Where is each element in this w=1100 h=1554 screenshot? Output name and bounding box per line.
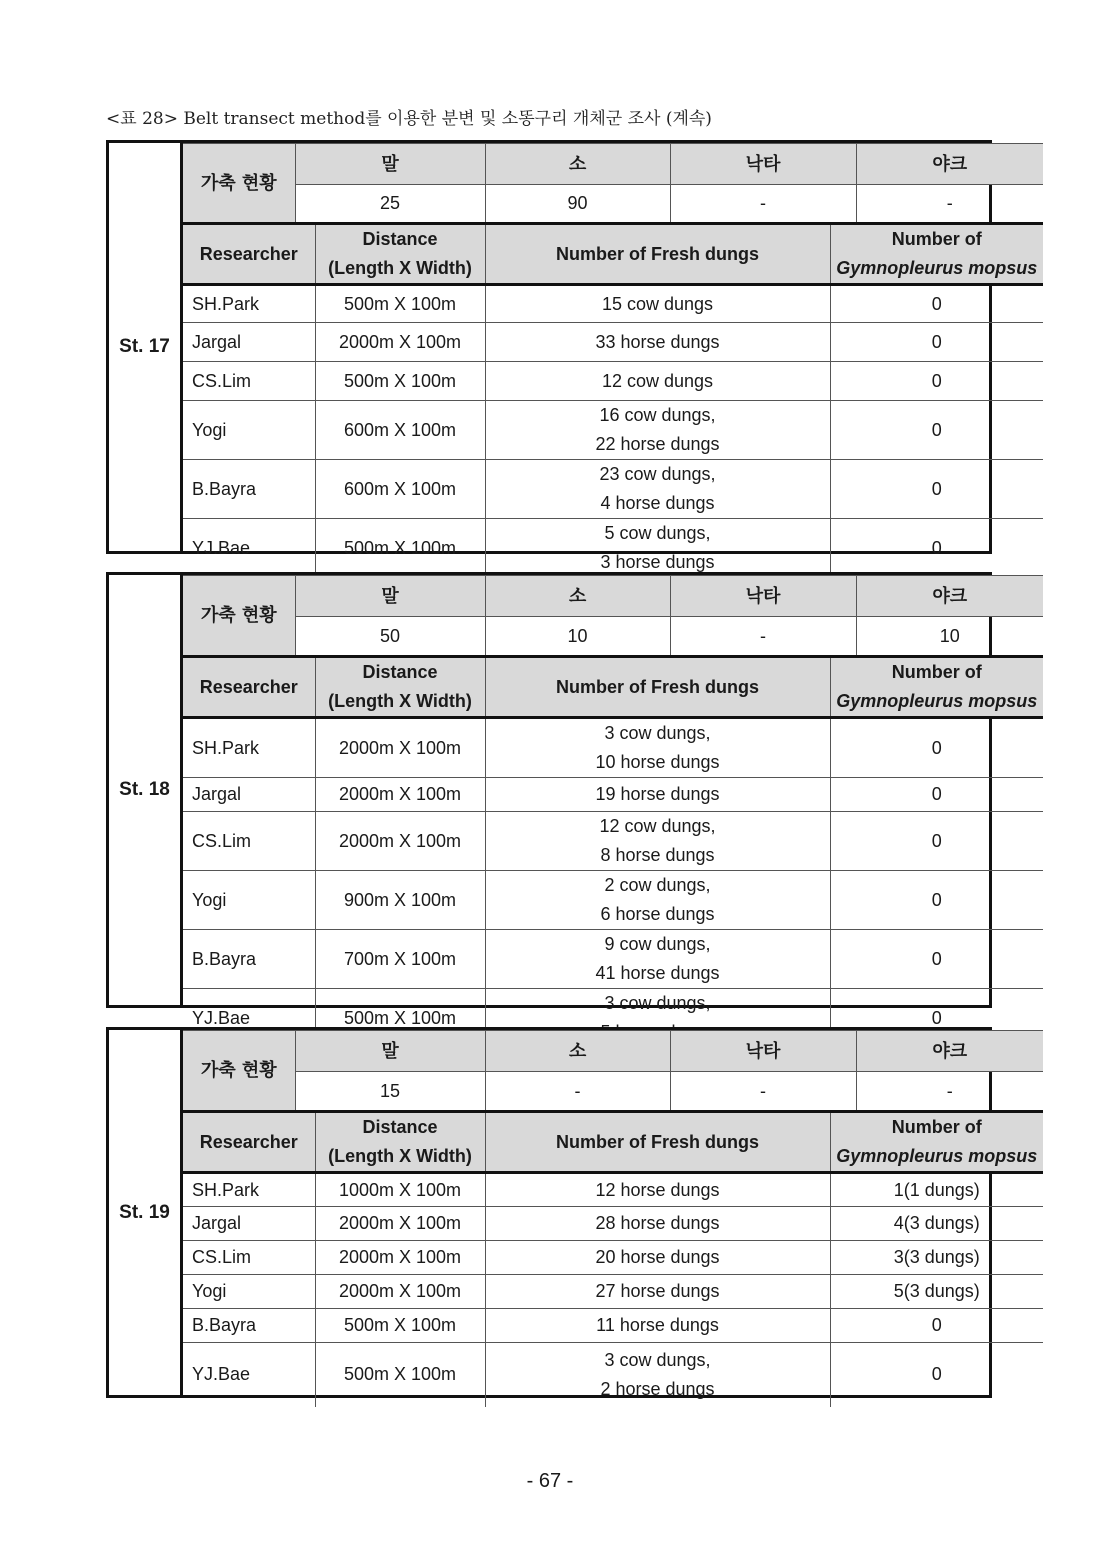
table-row [183,1309,1043,1343]
gymnopleurus-count: 0 [830,323,1043,362]
dung-count-line: 11 horse dungs [596,1315,719,1335]
table-row [183,1343,1043,1407]
dung-count-line: 23 cow dungs, [599,464,716,484]
distance-value: 2000m X 100m [315,812,485,871]
gymnopleurus-count: 0 [830,778,1043,812]
fresh-dungs-value [485,323,830,362]
distance-value: 600m X 100m [315,401,485,460]
table-row [183,871,1043,930]
distance-col-header [315,1112,485,1173]
table-row [183,285,1043,323]
fresh-dungs-value [485,401,830,460]
distance-value: 2000m X 100m [315,718,485,778]
researcher-name: Yogi [183,871,315,930]
distance-value: 2000m X 100m [315,323,485,362]
distance-value: 500m X 100m [315,1343,485,1407]
researcher-name: YJ.Bae [183,519,315,578]
table-row [183,401,1043,460]
gymnopleurus-count: 5(3 dungs) [830,1275,1043,1309]
dung-count-line: 27 horse dungs [595,1281,720,1301]
table-row [183,1207,1043,1241]
gymnopleurus-count: 0 [830,285,1043,323]
gym-header-line1: Number of [891,1117,982,1137]
dung-count-line: 3 cow dungs, [604,993,711,1013]
gymnopleurus-count: 4(3 dungs) [830,1207,1043,1241]
station-table-st19 [106,1027,1038,1399]
fresh-dungs-value [485,519,830,578]
livestock-horse-count: 15 [295,1072,485,1112]
data-table [183,143,1043,577]
dung-count-line: 19 horse dungs [595,784,720,804]
researcher-name: Jargal [183,1207,315,1241]
livestock-yak-count: - [856,1072,1043,1112]
gymnopleurus-count: 0 [830,1309,1043,1343]
horse-col-header: 말 [295,576,485,617]
livestock-yak-count: - [856,185,1043,224]
distance-value: 600m X 100m [315,460,485,519]
gymnopleurus-count: 0 [830,930,1043,989]
table-caption: <표 28> Belt transect method를 이용한 분변 및 소똥구리 개체군 조사 (계속) [106,109,712,129]
livestock-cow-count: 90 [485,185,670,224]
dung-count-line: 33 horse dungs [595,331,720,352]
distance-value: 2000m X 100m [315,1241,485,1275]
fresh-dungs-value [485,1207,830,1241]
distance-value: 1000m X 100m [315,1173,485,1207]
station-grid [183,143,1038,572]
researcher-name: CS.Lim [183,362,315,401]
table-row [183,460,1043,519]
gymnopleurus-count: 0 [830,1343,1043,1407]
livestock-camel-count: - [670,1072,856,1112]
dung-count-line: 12 cow dungs, [599,816,716,836]
dung-count-line: 16 cow dungs, [599,405,716,425]
page-number: - 67 - [526,1470,574,1492]
dung-count-line: 12 cow dungs [601,370,714,391]
gymnopleurus-col-header [830,224,1043,285]
table-row [183,1173,1043,1207]
dung-count-line: 8 horse dungs [600,845,715,865]
fresh-dungs-col-header: Number of Fresh dungs [485,657,830,718]
fresh-dungs-value [485,1275,830,1309]
fresh-dungs-value [485,1241,830,1275]
fresh-dungs-value [485,1343,830,1407]
fresh-dungs-value [485,1173,830,1207]
gymnopleurus-count: 3(3 dungs) [830,1241,1043,1275]
distance-header-line1: Distance [362,1117,438,1137]
dung-count-line: 22 horse dungs [595,434,720,454]
fresh-dungs-value [485,812,830,871]
gym-header-line1: Number of [891,662,982,682]
livestock-header: 가축 현황 [183,1031,295,1112]
distance-value: 500m X 100m [315,362,485,401]
gym-header-line2: Gymnopleurus mopsus [836,1146,1038,1166]
dung-count-line: 6 horse dungs [600,904,715,924]
researcher-name: B.Bayra [183,930,315,989]
livestock-yak-count: 10 [856,617,1043,657]
gym-header-line2: Gymnopleurus mopsus [836,691,1038,711]
camel-col-header: 낙타 [670,144,856,185]
dung-count-line: 20 horse dungs [595,1247,720,1267]
table-row [183,362,1043,401]
dung-count-line: 3 cow dungs, [604,723,711,743]
researcher-name: Yogi [183,1275,315,1309]
dung-count-line: 10 horse dungs [595,752,720,772]
fresh-dungs-value [485,778,830,812]
table-row [183,930,1043,989]
fresh-dungs-value [485,362,830,401]
dung-count-line: 3 horse dungs [600,552,715,572]
horse-col-header: 말 [295,1031,485,1072]
distance-value: 500m X 100m [315,519,485,578]
dung-count-line: 2 horse dungs [600,1378,715,1399]
researcher-name: SH.Park [183,718,315,778]
station-grid [183,1030,1038,1399]
table-row [183,519,1043,578]
dung-count-line: 4 horse dungs [600,493,715,513]
table-row [183,812,1043,871]
fresh-dungs-value [485,930,830,989]
fresh-dungs-value [485,460,830,519]
dung-count-line: 12 horse dungs [595,1179,720,1200]
table-row [183,1275,1043,1309]
station-grid [183,575,1038,1028]
distance-value: 2000m X 100m [315,1275,485,1309]
table-row [183,718,1043,778]
distance-col-header [315,224,485,285]
gymnopleurus-count: 0 [830,519,1043,578]
yak-col-header: 야크 [856,1031,1043,1072]
gym-header-line2: Gymnopleurus mopsus [836,258,1038,278]
distance-header-line2: (Length X Width) [328,1146,472,1166]
station-table-st18 [106,572,1038,1028]
dung-count-line: 15 cow dungs [601,293,714,314]
distance-value: 700m X 100m [315,930,485,989]
distance-col-header [315,657,485,718]
fresh-dungs-value [485,1309,830,1343]
distance-header-line1: Distance [362,662,438,682]
station-table-st17 [106,140,1038,572]
researcher-name: CS.Lim [183,812,315,871]
gymnopleurus-col-header [830,657,1043,718]
dung-count-line: 3 cow dungs, [604,1349,711,1370]
dung-count-line: 28 horse dungs [595,1213,720,1233]
distance-value: 900m X 100m [315,871,485,930]
gymnopleurus-count: 1(1 dungs) [830,1173,1043,1207]
table-row [183,778,1043,812]
data-table [183,575,1043,1047]
camel-col-header: 낙타 [670,576,856,617]
fresh-dungs-value [485,285,830,323]
station-label: St. 17 [109,143,183,551]
fresh-dungs-value [485,871,830,930]
researcher-name: SH.Park [183,285,315,323]
researcher-name: YJ.Bae [183,1343,315,1407]
livestock-horse-count: 50 [295,617,485,657]
distance-value: 500m X 100m [315,1309,485,1343]
gymnopleurus-count: 0 [830,460,1043,519]
livestock-cow-count: - [485,1072,670,1112]
horse-col-header: 말 [295,144,485,185]
gymnopleurus-count: 0 [830,401,1043,460]
distance-value: 2000m X 100m [315,778,485,812]
distance-header-line2: (Length X Width) [328,258,472,278]
gymnopleurus-count: 0 [830,871,1043,930]
gymnopleurus-col-header [830,1112,1043,1173]
distance-header-line1: Distance [362,229,438,249]
dung-count-line: 2 cow dungs, [604,875,711,895]
researcher-name: YJ.Bae [183,989,315,1048]
fresh-dungs-value [485,718,830,778]
distance-value: 2000m X 100m [315,1207,485,1241]
yak-col-header: 야크 [856,144,1043,185]
station-label: St. 18 [109,575,183,1005]
data-table [183,1030,1043,1407]
researcher-col-header: Researcher [183,657,315,718]
researcher-name: Yogi [183,401,315,460]
gymnopleurus-count: 0 [830,718,1043,778]
researcher-name: Jargal [183,778,315,812]
cow-col-header: 소 [485,1031,670,1072]
gymnopleurus-count: 0 [830,989,1043,1048]
researcher-name: B.Bayra [183,460,315,519]
gymnopleurus-count: 0 [830,362,1043,401]
livestock-cow-count: 10 [485,617,670,657]
camel-col-header: 낙타 [670,1031,856,1072]
livestock-camel-count: - [670,617,856,657]
livestock-camel-count: - [670,185,856,224]
dung-count-line: 5 cow dungs, [604,523,711,543]
distance-value: 500m X 100m [315,285,485,323]
livestock-header: 가축 현황 [183,576,295,657]
yak-col-header: 야크 [856,576,1043,617]
researcher-name: B.Bayra [183,1309,315,1343]
researcher-name: Jargal [183,323,315,362]
distance-value: 500m X 100m [315,989,485,1048]
table-row [183,1241,1043,1275]
table-row [183,323,1043,362]
fresh-dungs-col-header: Number of Fresh dungs [485,224,830,285]
cow-col-header: 소 [485,144,670,185]
livestock-horse-count: 25 [295,185,485,224]
gymnopleurus-count: 0 [830,812,1043,871]
gym-header-line1: Number of [891,229,982,249]
researcher-col-header: Researcher [183,224,315,285]
researcher-name: CS.Lim [183,1241,315,1275]
livestock-header: 가축 현황 [183,144,295,224]
cow-col-header: 소 [485,576,670,617]
dung-count-line: 9 cow dungs, [604,934,711,954]
researcher-col-header: Researcher [183,1112,315,1173]
fresh-dungs-col-header: Number of Fresh dungs [485,1112,830,1173]
distance-header-line2: (Length X Width) [328,691,472,711]
researcher-name: SH.Park [183,1173,315,1207]
station-label: St. 19 [109,1030,183,1395]
dung-count-line: 41 horse dungs [595,963,720,983]
